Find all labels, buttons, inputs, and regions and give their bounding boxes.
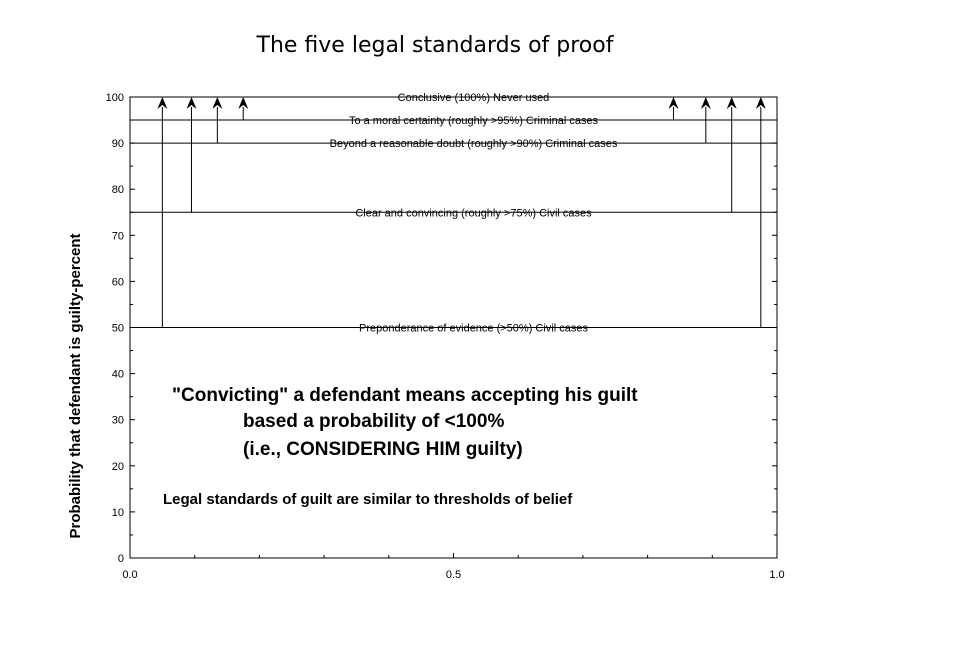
annotation-line-3: (i.e., CONSIDERING HIM guilty) (243, 439, 523, 460)
y-tick-label: 100 (105, 92, 124, 104)
y-tick-label: 70 (111, 230, 124, 243)
annotation-line-2: based a probability of <100% (243, 411, 505, 432)
y-tick-label: 0 (117, 553, 124, 565)
threshold-label: Beyond a reasonable doubt (roughly >90%) Criminal cases (329, 138, 618, 151)
x-tick-label: 1.0 (769, 569, 785, 581)
threshold-label: Clear and convincing (roughly >75%) Civil cases (355, 207, 592, 220)
y-tick-label: 50 (111, 322, 124, 335)
y-axis-label: Probability that defendant is guilty-percent (67, 233, 84, 539)
x-tick-label: 0.0 (122, 569, 138, 581)
chart-title: The five legal standards of proof (256, 33, 614, 58)
threshold-label: Conclusive (100%) Never used (397, 92, 550, 104)
y-tick-label: 40 (111, 368, 124, 381)
annotation-footnote: Legal standards of guilt are similar to thresholds of belief (163, 491, 573, 508)
y-tick-label: 20 (111, 460, 124, 473)
y-tick-label: 90 (111, 138, 124, 151)
y-tick-label: 60 (111, 276, 124, 289)
y-tick-label: 10 (111, 506, 124, 519)
threshold-label: To a moral certainty (roughly >95%) Criminal cases (348, 115, 599, 128)
threshold-lines (130, 92, 777, 335)
annotation-line-1: "Convicting" a defendant means accepting his guilt (172, 385, 638, 406)
y-tick-label: 80 (111, 184, 124, 197)
y-tick-label: 30 (111, 414, 124, 427)
x-tick-label: 0.5 (445, 569, 462, 581)
threshold-label: Preponderance of evidence (>50%) Civil cases (359, 322, 588, 335)
x-axis (122, 553, 784, 581)
